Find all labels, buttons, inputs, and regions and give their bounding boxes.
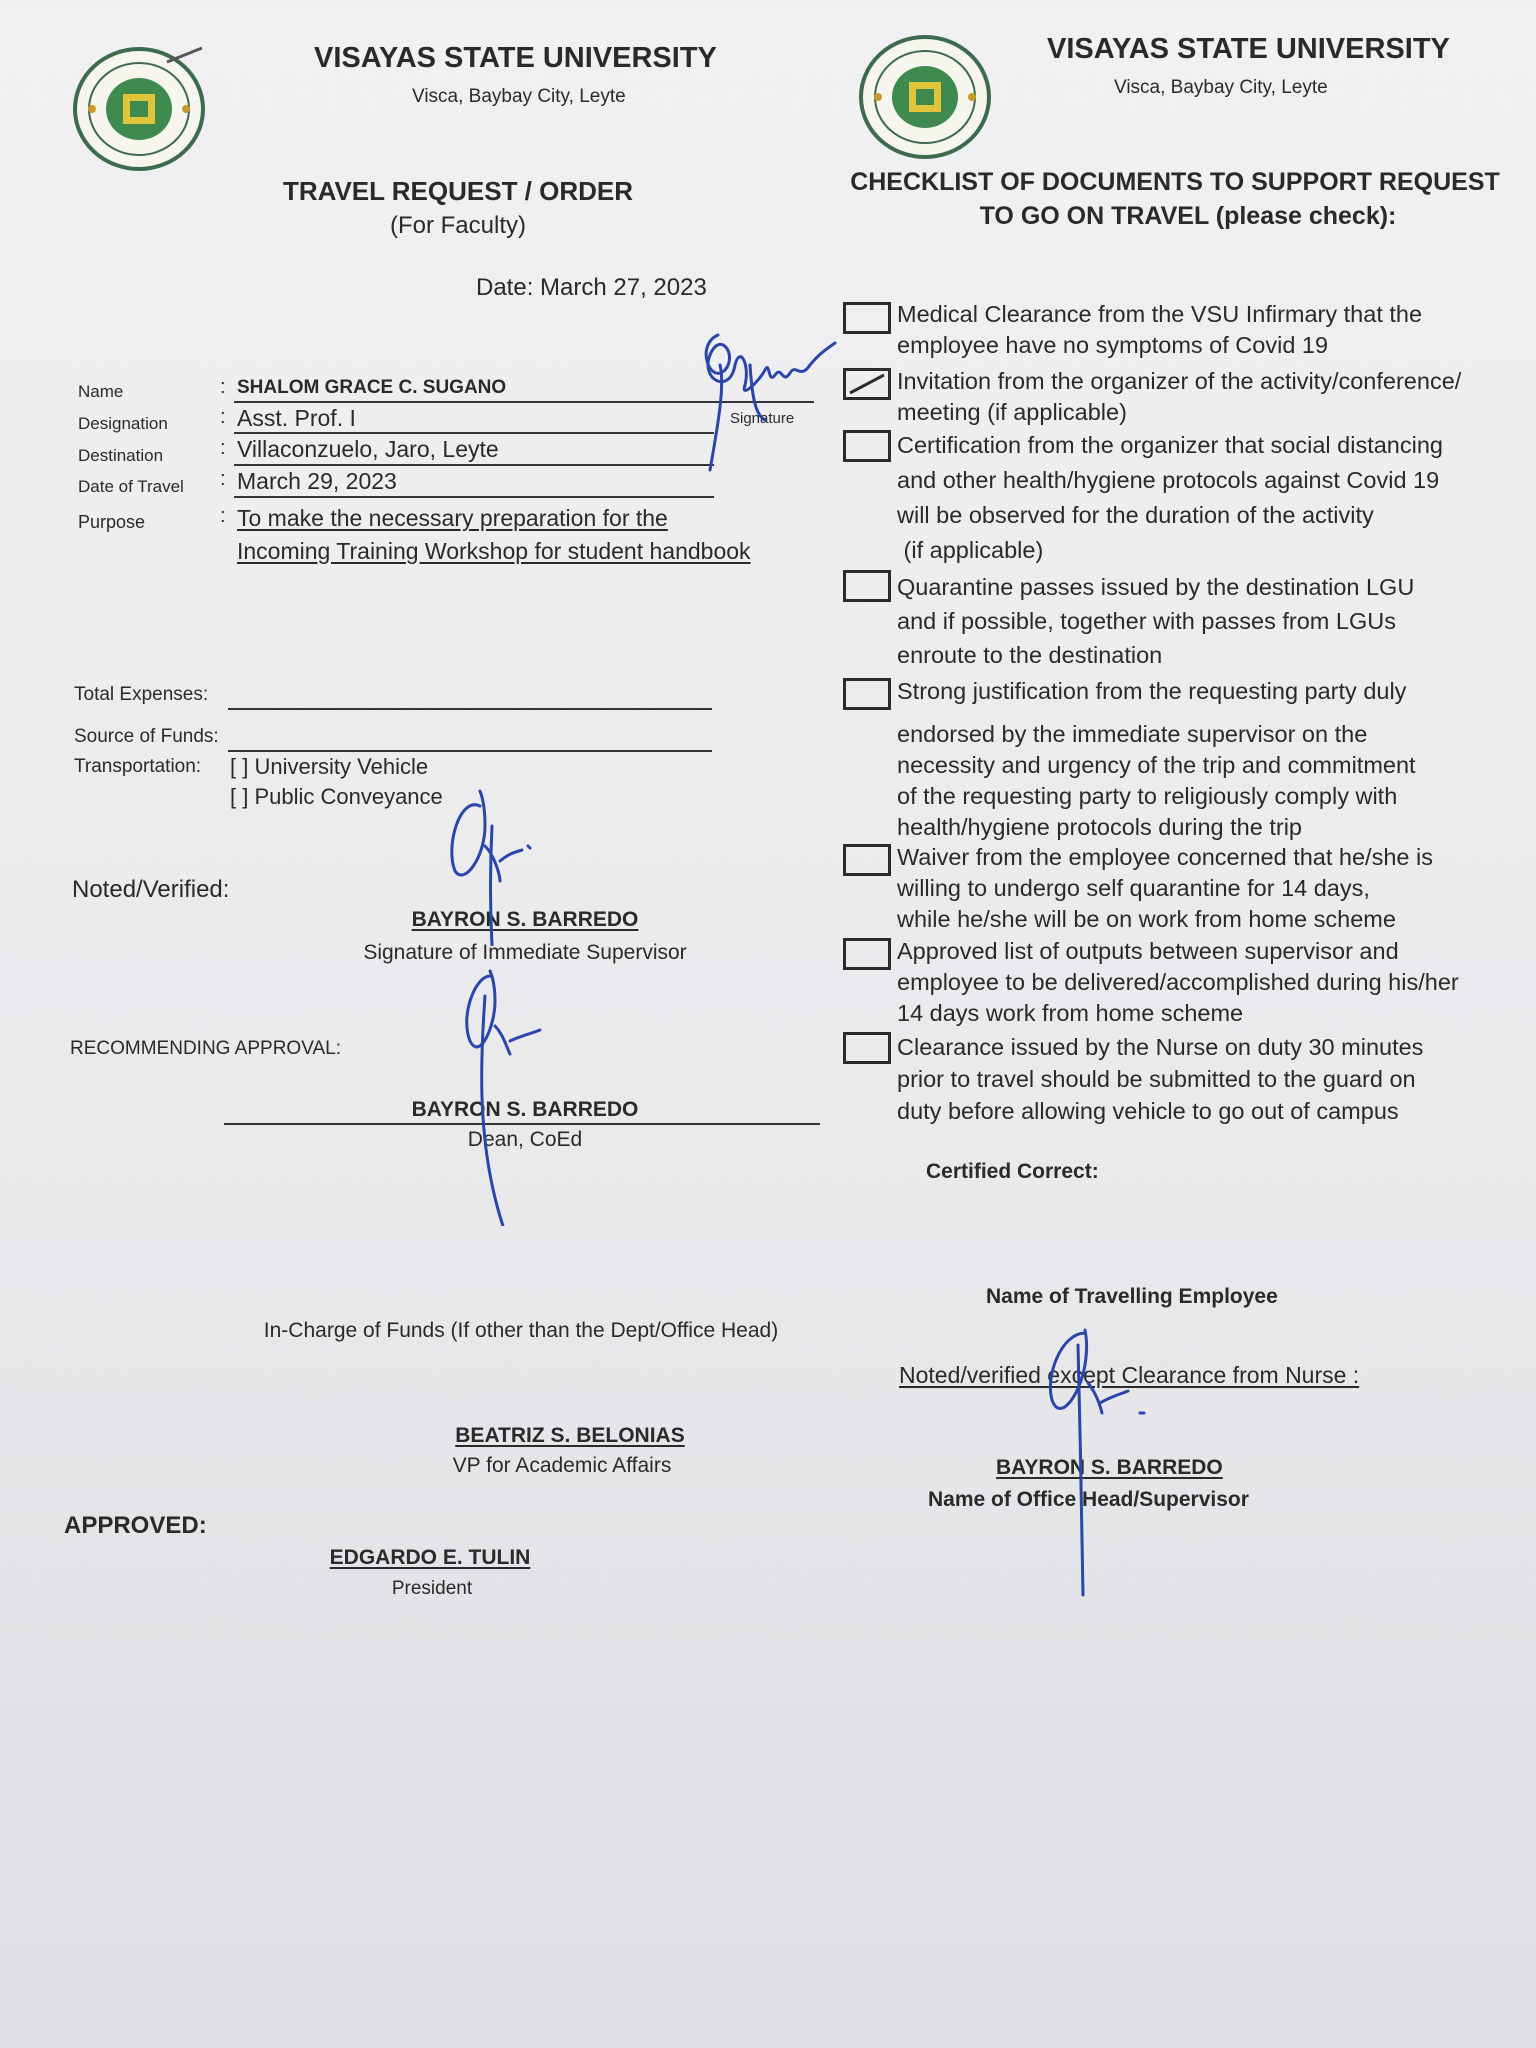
vp-caption: VP for Academic Affairs xyxy=(452,1454,672,1477)
form-title: TRAVEL REQUEST / ORDER xyxy=(282,176,634,206)
checkbox-strong-justification[interactable] xyxy=(843,678,891,710)
name-value: SHALOM GRACE C. SUGANO xyxy=(237,377,507,398)
purpose-label: Purpose xyxy=(78,512,146,532)
dean-name: BAYRON S. BARREDO xyxy=(411,1098,639,1121)
colon: : xyxy=(220,437,226,459)
destination-value: Villaconzuelo, Jaro, Leyte xyxy=(237,436,499,462)
dean-signature xyxy=(455,966,555,1226)
date-of-travel-label: Date of Travel xyxy=(78,477,184,496)
signature-label: Signature xyxy=(730,410,795,427)
recommending-approval-label: RECOMMENDING APPROVAL: xyxy=(70,1038,341,1059)
applicant-signature xyxy=(690,325,850,475)
university-address: Visca, Baybay City, Leyte xyxy=(412,86,626,107)
university-name: VISAYAS STATE UNIVERSITY xyxy=(1047,33,1450,65)
checklist-item: Quarantine passes issued by the destination LGU and if possible, together with passes from LGUs enroute to the destination xyxy=(897,574,1415,668)
university-seal-icon xyxy=(858,34,992,160)
colon: : xyxy=(220,505,226,527)
name-label: Name xyxy=(78,382,124,401)
transport-option-university-vehicle[interactable]: [ ] University Vehicle xyxy=(230,754,429,779)
checkbox-approved-outputs[interactable] xyxy=(843,938,891,970)
president-caption: President xyxy=(391,1578,473,1599)
form-date: Date: March 27, 2023 xyxy=(476,274,707,301)
transportation-label: Transportation: xyxy=(74,756,202,777)
checklist-title-line-2: TO GO ON TRAVEL (please check): xyxy=(979,202,1397,230)
checklist-item: Strong justification from the requesting party duly endorsed by the immediate supervisor on the necessity and urgency of the trip and commitment of the requesting party to religiously comply with health/hygiene protocols during the trip xyxy=(897,678,1416,840)
colon: : xyxy=(220,468,226,490)
checklist-item: Certification from the organizer that social distancing and other health/hygiene protocols against Covid 19 will be observed for the duration of the activity (if applicable) xyxy=(897,432,1443,563)
office-head-signature xyxy=(1040,1325,1160,1605)
destination-label: Destination xyxy=(78,446,164,465)
source-of-funds-label: Source of Funds: xyxy=(74,726,219,747)
university-name: VISAYAS STATE UNIVERSITY xyxy=(314,42,717,74)
dean-caption: Dean, CoEd xyxy=(467,1128,583,1151)
checklist-title-line-1: CHECKLIST OF DOCUMENTS TO SUPPORT REQUEST xyxy=(850,168,1500,196)
transport-option-public-conveyance[interactable]: [ ] Public Conveyance xyxy=(230,784,443,809)
colon: : xyxy=(220,376,226,398)
checkbox-medical-clearance[interactable] xyxy=(843,302,891,334)
checkbox-invitation[interactable] xyxy=(843,368,891,400)
checklist-item: Waiver from the employee concerned that he/she is willing to undergo self quarantine for 14 days, while he/she will be on work from home scheme xyxy=(897,844,1433,932)
date-of-travel-value: March 29, 2023 xyxy=(237,468,397,494)
checklist-item: Clearance issued by the Nurse on duty 30 minutes prior to travel should be submitted to the guard on duty before allowing vehicle to go out of campus xyxy=(897,1034,1424,1124)
supervisor-name: BAYRON S. BARREDO xyxy=(411,908,639,931)
president-name: EDGARDO E. TULIN xyxy=(329,1546,531,1569)
vp-name: BEATRIZ S. BELONIAS xyxy=(455,1424,685,1447)
purpose-line-1: To make the necessary preparation for the xyxy=(237,505,668,531)
checkbox-waiver[interactable] xyxy=(843,844,891,876)
checklist-item: Invitation from the organizer of the activity/conference/ meeting (if applicable) xyxy=(897,368,1462,425)
supervisor-caption: Signature of Immediate Supervisor xyxy=(363,941,687,964)
checkbox-certification[interactable] xyxy=(843,430,891,462)
approved-label: APPROVED: xyxy=(64,1512,207,1539)
office-head-caption: Name of Office Head/Supervisor xyxy=(928,1488,1249,1511)
colon: : xyxy=(220,406,226,428)
checkbox-quarantine-passes[interactable] xyxy=(843,570,891,602)
check-mark-icon xyxy=(846,371,888,397)
in-charge-of-funds-label: In-Charge of Funds (If other than the Dept/Office Head) xyxy=(263,1319,779,1342)
total-expenses-label: Total Expenses: xyxy=(74,684,209,705)
checklist-item: Approved list of outputs between supervisor and employee to be delivered/accomplished during his/her 14 days work from home scheme xyxy=(897,938,1459,1026)
noted-except-label: Noted/verified except Clearance from Nurse : xyxy=(899,1362,1360,1388)
travelling-employee-caption: Name of Travelling Employee xyxy=(986,1285,1278,1308)
purpose-line-2: Incoming Training Workshop for student handbook xyxy=(237,538,751,564)
office-head-name: BAYRON S. BARREDO xyxy=(996,1456,1223,1479)
checkbox-nurse-clearance[interactable] xyxy=(843,1032,891,1064)
noted-verified-label: Noted/Verified: xyxy=(72,876,230,903)
university-address: Visca, Baybay City, Leyte xyxy=(1114,77,1328,98)
university-seal-icon xyxy=(72,46,206,172)
designation-label: Designation xyxy=(78,414,168,433)
designation-value: Asst. Prof. I xyxy=(237,405,356,431)
certified-correct-label: Certified Correct: xyxy=(926,1160,1099,1183)
form-subtitle: (For Faculty) xyxy=(389,212,526,239)
supervisor-signature xyxy=(440,786,540,946)
checklist-item: Medical Clearance from the VSU Infirmary that the employee have no symptoms of Covid 19 xyxy=(897,301,1423,358)
